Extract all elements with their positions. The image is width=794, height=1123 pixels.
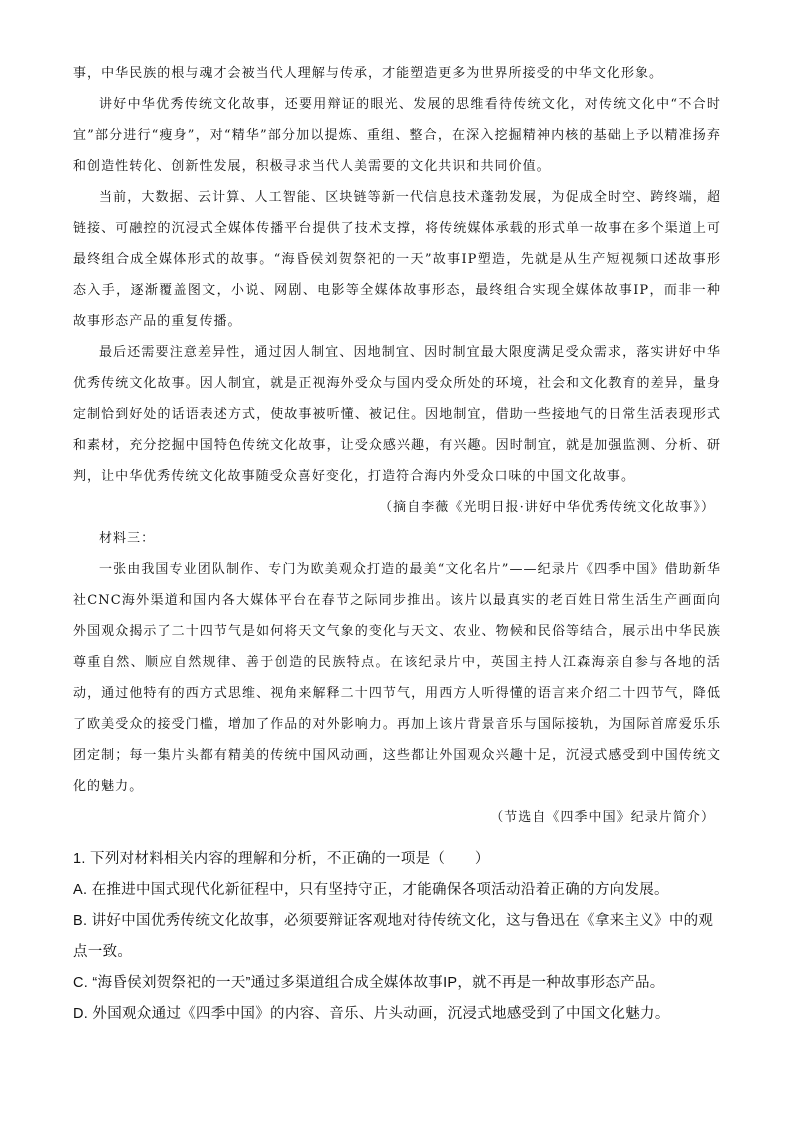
question-block bbox=[73, 844, 721, 1030]
material2-paragraph-1: 讲好中华优秀传统文化故事，还要用辩证的眼光、发展的思维看待传统文化，对传统文化中“不合时宜”部分进行“瘦身”，对“精华”部分加以提炼、重组、整合，在深入挖掘精神内核的基础上予以精准扬弃和创造性转化、创新性发展，积极寻求当代人美需要的文化共识和共同价值。 bbox=[73, 97, 721, 174]
material2-paragraph-2: 当前，大数据、云计算、人工智能、区块链等新一代信息技术蓬勃发展，为促成全时空、跨终端，超链接、可融控的沉浸式全媒体传播平台提供了技术支撑，将传统媒体承载的形式单一故事在多个渠道上可最终组合成全媒体形式的故事。“海昏侯刘贺祭祀的一天”故事IP塑造，先就是从生产短视频口述故事形态入手，逐渐覆盖图文，小说、网剧、电影等全媒体故事形态，最终组合实现全媒体故事IP，而非一种故事形态产品的重复传播。 bbox=[73, 190, 721, 329]
material3-source: （节选自《四季中国》纪录片简介） bbox=[490, 810, 715, 825]
material2-paragraph-3: 最后还需要注意差异性，通过因人制宜、因地制宜、因时制宜最大限度满足受众需求，落实讲好中华优秀传统文化故事。因人制宜，就是正视海外受众与国内受众所处的环境，社会和文化教育的差异，量身定制恰到好处的话语表述方式，使故事被听懂、被记住。因地制宜，借助一些接地气的日常生活表现形式和素材，充分挖掘中国特色传统文化故事，让受众感兴趣，有兴趣。因时制宜，就是加强监测、分析、研判，让中华优秀传统文化故事随受众喜好变化，打造符合海内外受众口味的中国文化故事。 bbox=[73, 345, 721, 484]
material3-paragraph-1: 一张由我国专业团队制作、专门为欧美观众打造的最美“文化名片”——纪录片《四季中国》借助新华社CNC海外渠道和国内各大媒体平台在春节之际同步推出。该片以最真实的老百姓日常生活生产画面向外国观众揭示了二十四节气是如何将天文气象的变化与天文、农业、物候和民俗等结合，展示出中华民族尊重自然、顺应自然规律、善于创造的民族特点。在该纪录片中，英国主持人江森海亲自参与各地的活动，通过他特有的西方式思维、视角来解释二十四节气，用西方人听得懂的语言来介绍二十四节气，降低了欧美受众的接受门槛，增加了作品的对外影响力。再加上该片背景音乐与国际接轨，为国际首席爱乐乐团定制；每一集片头都有精美的传统中国风动画，这些都让外国观众兴趣十足，沉浸式感受到中国传统文化的魅力。 bbox=[73, 562, 721, 794]
material3-label: 材料三： bbox=[99, 531, 156, 546]
document-body bbox=[73, 58, 721, 833]
option-d: D. 外国观众通过《四季中国》的内容、音乐、片头动画，沉浸式地感受到了中国文化魅力。 bbox=[73, 1006, 670, 1022]
material2-source: （摘自李薇《光明日报·讲好中华优秀传统文化故事》） bbox=[379, 500, 715, 515]
option-b: B. 讲好中国优秀传统文化故事，必须要辩证客观地对待传统文化，这与鲁迅在《拿来主义》中的观点一致。 bbox=[73, 913, 714, 960]
option-a: A. 在推进中国式现代化新征程中，只有坚持守正，才能确保各项活动沿着正确的方向发展。 bbox=[73, 882, 669, 898]
material2-paragraph-continued: 事，中华民族的根与魂才会被当代人理解与传承，才能塑造更多为世界所接受的中华文化形象。 bbox=[73, 66, 664, 81]
option-c: C. “海昏侯刘贺祭祀的一天”通过多渠道组合成全媒体故事IP，就不再是一种故事形态产品。 bbox=[73, 975, 665, 991]
question-stem: 1. 下列对材料相关内容的理解和分析，不正确的一项是（ ） bbox=[73, 851, 490, 867]
